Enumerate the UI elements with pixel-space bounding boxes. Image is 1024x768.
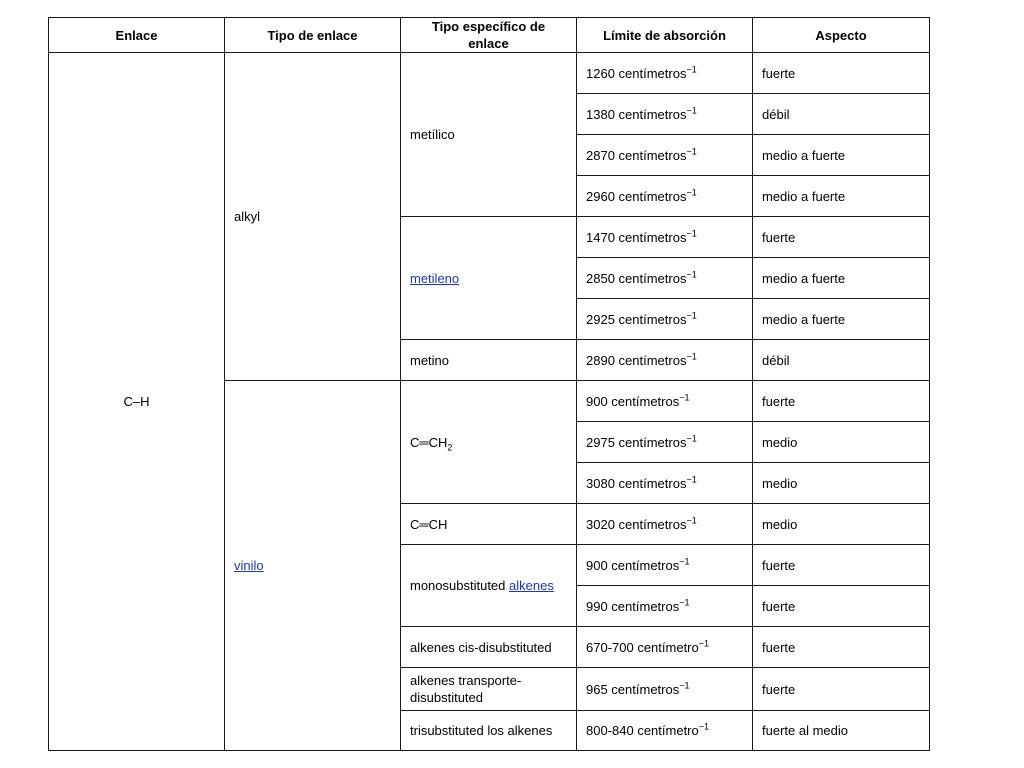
unit-exponent: −1 [686,146,697,157]
limite-cell: 1470 centímetros$^{-1}$ [577,217,753,258]
unit-exponent: −1 [686,474,697,485]
aspecto-cell: fuerte [753,381,930,422]
aspecto-cell: medio [753,504,930,545]
enlace-cell: C–H [49,53,225,751]
aspecto-cell: medio a fuerte [753,299,930,340]
aspecto-cell: medio a fuerte [753,176,930,217]
aspecto-cell: medio a fuerte [753,258,930,299]
limite-cell: 3020 centímetros$^{-1}$ [577,504,753,545]
especifico-ch2-cell: $C═CH_2$ [401,381,577,504]
header-enlace: Enlace [49,18,225,53]
metileno-link[interactable]: metileno [410,270,460,286]
unit-exponent: −1 [686,310,697,321]
aspecto-cell: fuerte [753,53,930,94]
unit-exponent: −1 [686,105,697,116]
tipo-vinilo-cell [225,381,401,751]
aspecto-cell: medio [753,422,930,463]
limite-cell: 670-700 centímetro$^{-1}$ [577,627,753,668]
unit-exponent: −1 [698,721,709,732]
especifico-metino-cell: metino [401,340,577,381]
especifico-monosubstituted-cell: monosubstituted alkenes [401,545,577,627]
aspecto-cell: fuerte [753,586,930,627]
unit-exponent: −1 [679,392,690,403]
especifico-trans-cell: alkenes transporte-disubstituted [401,668,577,711]
limite-cell: 3080 centímetros$^{-1}$ [577,463,753,504]
aspecto-cell: fuerte al medio [753,711,930,751]
unit-exponent: −1 [686,351,697,362]
table-row [49,53,930,94]
limite-cell: 965 centímetros$^{-1}$ [577,668,753,711]
tipo-alkyl-cell: alkyl [225,53,401,381]
especifico-ch-cell: C═CH [401,504,577,545]
unit-exponent: −1 [686,433,697,444]
limite-cell: 2925 centímetros$^{-1}$ [577,299,753,340]
unit-exponent: −1 [679,597,690,608]
limite-cell: 990 centímetros$^{-1}$ [577,586,753,627]
unit-exponent: −1 [679,556,690,567]
especifico-metilico-cell: metílico [401,53,577,217]
limite-cell: 1380 centímetros$^{-1}$ [577,94,753,135]
limite-cell: 2890 centímetros$^{-1}$ [577,340,753,381]
ir-absorption-table [48,17,930,751]
limite-cell: 2850 centímetros$^{-1}$ [577,258,753,299]
especifico-metileno-cell [401,217,577,340]
especifico-cis-cell: alkenes cis-disubstituted [401,627,577,668]
limite-cell: 2975 centímetros$^{-1}$ [577,422,753,463]
alkenes-link[interactable]: alkenes [509,578,554,593]
unit-exponent: −1 [686,269,697,280]
limite-cell: 1260 centímetros$^{-1}$ [577,53,753,94]
limite-cell: 900 centímetros$^{-1}$ [577,545,753,586]
unit-exponent: −1 [686,64,697,75]
aspecto-cell: fuerte [753,668,930,711]
aspecto-cell: medio a fuerte [753,135,930,176]
unit-exponent: −1 [686,515,697,526]
especifico-tri-cell: trisubstituted los alkenes [401,711,577,751]
aspecto-cell: fuerte [753,545,930,586]
header-aspecto: Aspecto [753,18,930,53]
unit-exponent: −1 [698,638,709,649]
limite-cell: 2870 centímetros$^{-1}$ [577,135,753,176]
aspecto-cell: débil [753,94,930,135]
aspecto-cell: fuerte [753,217,930,258]
unit-exponent: −1 [686,228,697,239]
aspecto-cell: débil [753,340,930,381]
unit-exponent: −1 [686,187,697,198]
table-header-row [49,18,930,53]
header-limite-absorcion: Límite de absorción [577,18,753,53]
aspecto-cell: fuerte [753,627,930,668]
limite-cell: 2960 centímetros$^{-1}$ [577,176,753,217]
header-tipo-especifico: Tipo específico de enlace [401,18,577,53]
header-tipo-enlace: Tipo de enlace [225,18,401,53]
limite-cell: 800-840 centímetro$^{-1}$ [577,711,753,751]
unit-exponent: −1 [679,680,690,691]
vinilo-link[interactable]: vinilo [234,558,264,573]
limite-cell: 900 centímetros$^{-1}$ [577,381,753,422]
aspecto-cell: medio [753,463,930,504]
